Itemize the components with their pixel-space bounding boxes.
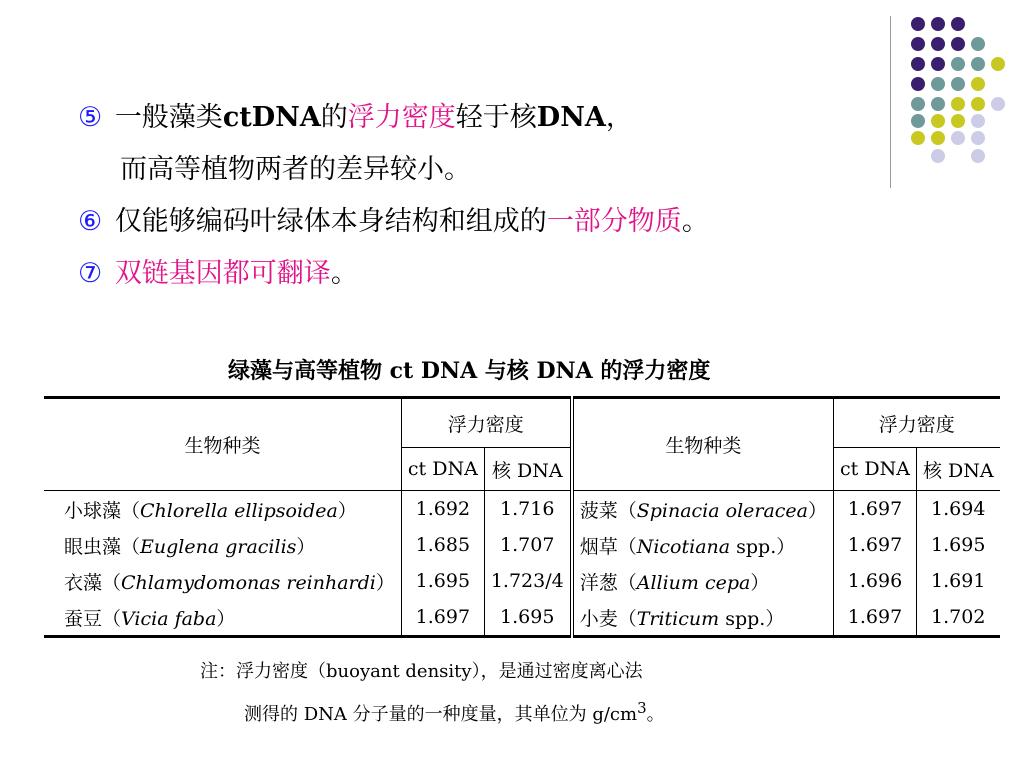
- ct-dna-value: 1.697: [834, 527, 917, 563]
- decor-dot: [951, 77, 965, 91]
- decor-dot: [931, 37, 945, 51]
- species-cell: 洋葱（Allium cepa）: [572, 563, 834, 599]
- decor-dot: [911, 77, 925, 91]
- table-row: [44, 563, 1000, 599]
- header-density-right: 浮力密度: [834, 398, 1000, 448]
- decor-dot: [911, 97, 925, 111]
- header-species-left: 生物种类: [44, 398, 401, 491]
- decor-dot: [971, 149, 985, 163]
- ct-dna-value: 1.685: [401, 527, 484, 563]
- decor-dot: [971, 77, 985, 91]
- decor-dot: [991, 97, 1005, 111]
- decor-dot: [951, 131, 965, 145]
- bullet-7: ⑦ 双链基因都可翻译。: [78, 258, 358, 289]
- bullet-5: ⑤ 一般藻类ctDNA的浮力密度轻于核DNA，: [78, 102, 633, 133]
- decor-dot: [951, 37, 965, 51]
- ct-dna-value: 1.692: [401, 491, 484, 528]
- decor-dot: [951, 114, 965, 128]
- decor-dot: [971, 131, 985, 145]
- nuc-dna-value: 1.716: [484, 491, 571, 528]
- header-nuc-dna-left: 核 DNA: [484, 448, 571, 491]
- table-row: [44, 491, 1000, 528]
- nuc-dna-value: 1.702: [916, 599, 999, 637]
- decor-dot: [931, 97, 945, 111]
- nuc-dna-value: 1.691: [916, 563, 999, 599]
- note-line-2: 测得的 DNA 分子量的一种度量，其单位为 $g/cm^3$。: [244, 699, 665, 725]
- ct-dna-value: 1.697: [401, 599, 484, 637]
- decor-dot: [971, 37, 985, 51]
- decor-dot: [951, 57, 965, 71]
- species-cell: 蚕豆（Vicia faba）: [64, 607, 236, 630]
- bullet-number: ⑦: [78, 258, 103, 289]
- bullet-number: ⑥: [78, 206, 103, 237]
- bullet-5-continuation: 而高等植物两者的差异较小。: [120, 154, 471, 185]
- species-cell: 烟草（Nicotiana spp.）: [572, 527, 834, 563]
- species-cell: 小麦（Triticum spp.）: [572, 599, 834, 637]
- note-line-1: 注：浮力密度（buoyant density），是通过密度离心法: [200, 661, 643, 682]
- ct-dna-value: 1.697: [834, 599, 917, 637]
- decor-dot: [971, 57, 985, 71]
- nuc-dna-value: 1.695: [916, 527, 999, 563]
- highlight-text: 一部分物质: [546, 206, 682, 237]
- species-cell: 菠菜（Spinacia oleracea）: [572, 491, 834, 528]
- decor-dot: [931, 77, 945, 91]
- decor-dot: [991, 57, 1005, 71]
- decor-dot: [951, 97, 965, 111]
- header-ct-dna-right: ct DNA: [834, 448, 917, 491]
- decor-dot: [951, 17, 965, 31]
- species-cell: 小球藻（Chlorella ellipsoidea）: [64, 499, 357, 522]
- decor-dot: [911, 57, 925, 71]
- decor-dot: [971, 114, 985, 128]
- bullet-list: [78, 92, 709, 300]
- header-ct-dna-left: ct DNA: [401, 448, 484, 491]
- header-density-left: 浮力密度: [401, 398, 571, 448]
- bullet-number: ⑤: [78, 102, 103, 133]
- table-row: [44, 599, 1000, 637]
- divider-line: [890, 16, 891, 188]
- table-title: 绿藻与高等植物 ct DNA 与核 DNA 的浮力密度: [228, 358, 711, 384]
- decor-dot: [931, 114, 945, 128]
- ct-dna-value: 1.696: [834, 563, 917, 599]
- highlight-text: 浮力密度: [347, 102, 456, 133]
- nuc-dna-value: 1.723/4: [484, 563, 571, 599]
- species-cell: 衣藻（Chlamydomonas reinhardi）: [64, 571, 395, 594]
- decor-dot: [911, 114, 925, 128]
- ct-dna-value: 1.697: [834, 491, 917, 528]
- header-nuc-dna-right: 核 DNA: [916, 448, 999, 491]
- decor-dot: [931, 17, 945, 31]
- decor-dot: [931, 131, 945, 145]
- table-row: [44, 527, 1000, 563]
- decor-dot: [931, 149, 945, 163]
- highlight-text: 双链基因都可翻译: [114, 258, 331, 289]
- decor-dot: [931, 57, 945, 71]
- species-cell: 眼虫藻（Euglena gracilis）: [64, 535, 316, 558]
- nuc-dna-value: 1.695: [484, 599, 571, 637]
- ct-dna-value: 1.695: [401, 563, 484, 599]
- nuc-dna-value: 1.707: [484, 527, 571, 563]
- nuc-dna-value: 1.694: [916, 491, 999, 528]
- table-note: [200, 654, 665, 733]
- decor-dot: [911, 37, 925, 51]
- header-species-right: 生物种类: [572, 398, 834, 491]
- decor-dot: [971, 97, 985, 111]
- decor-dot: [911, 17, 925, 31]
- density-table: [44, 396, 1000, 638]
- bullet-6: ⑥ 仅能够编码叶绿体本身结构和组成的一部分物质。: [78, 206, 709, 237]
- decor-dot: [911, 131, 925, 145]
